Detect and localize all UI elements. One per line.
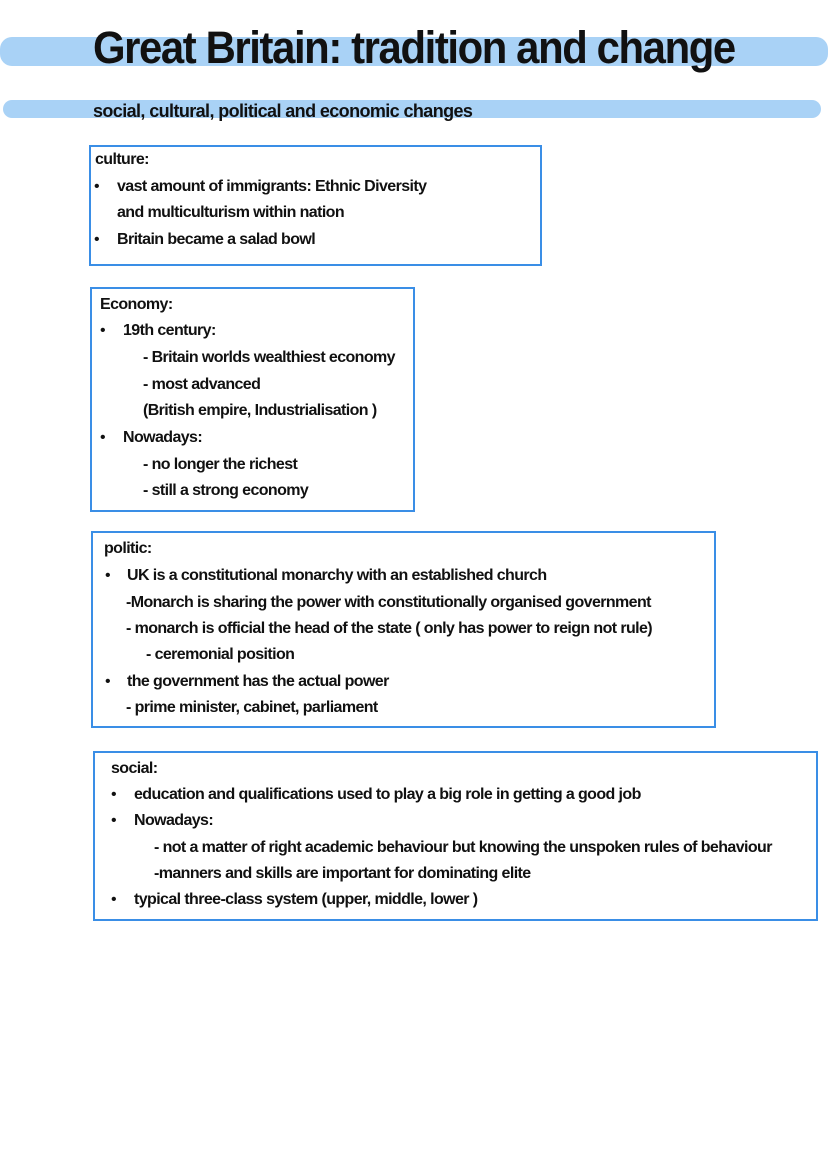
bullet-icon: • xyxy=(100,429,106,446)
list-item: and multiculturism within nation xyxy=(117,204,345,221)
list-item: -Monarch is sharing the power with constitutionally organised government xyxy=(126,594,651,611)
bullet-icon: • xyxy=(94,178,100,195)
social-heading: social: xyxy=(111,760,158,777)
list-item: -manners and skills are important for dominating elite xyxy=(154,865,531,882)
list-item: vast amount of immigrants: Ethnic Diversity xyxy=(117,178,427,195)
list-item: - monarch is official the head of the state ( only has power to reign not rule) xyxy=(126,620,652,637)
bullet-icon: • xyxy=(111,891,117,908)
list-item: education and qualifications used to play a big role in getting a good job xyxy=(134,786,641,803)
list-item: (British empire, Industrialisation ) xyxy=(143,402,377,419)
list-item: - still a strong economy xyxy=(143,482,309,499)
list-item: UK is a constitutional monarchy with an established church xyxy=(127,567,547,584)
bullet-icon: • xyxy=(100,322,106,339)
list-item: typical three-class system (upper, middle, lower ) xyxy=(134,891,478,908)
page-title: Great Britain: tradition and change xyxy=(93,22,735,73)
list-item: Nowadays: xyxy=(123,429,203,446)
bullet-icon: • xyxy=(111,812,117,829)
economy-heading: Economy: xyxy=(100,296,173,313)
list-item: 19th century: xyxy=(123,322,216,339)
bullet-icon: • xyxy=(111,786,117,803)
list-item: - not a matter of right academic behaviour but knowing the unspoken rules of behaviour xyxy=(154,839,772,856)
list-item: - most advanced xyxy=(143,376,261,393)
list-item: the government has the actual power xyxy=(127,673,389,690)
culture-heading: culture: xyxy=(95,151,149,168)
list-item: - no longer the richest xyxy=(143,456,298,473)
list-item: - Britain worlds wealthiest economy xyxy=(143,349,395,366)
politic-heading: politic: xyxy=(104,540,152,557)
list-item: Britain became a salad bowl xyxy=(117,231,316,248)
page-subtitle: social, cultural, political and economic changes xyxy=(93,101,473,121)
bullet-icon: • xyxy=(94,231,100,248)
bullet-icon: • xyxy=(105,673,111,690)
list-item: - ceremonial position xyxy=(146,646,295,663)
bullet-icon: • xyxy=(105,567,111,584)
list-item: - prime minister, cabinet, parliament xyxy=(126,699,378,716)
list-item: Nowadays: xyxy=(134,812,214,829)
